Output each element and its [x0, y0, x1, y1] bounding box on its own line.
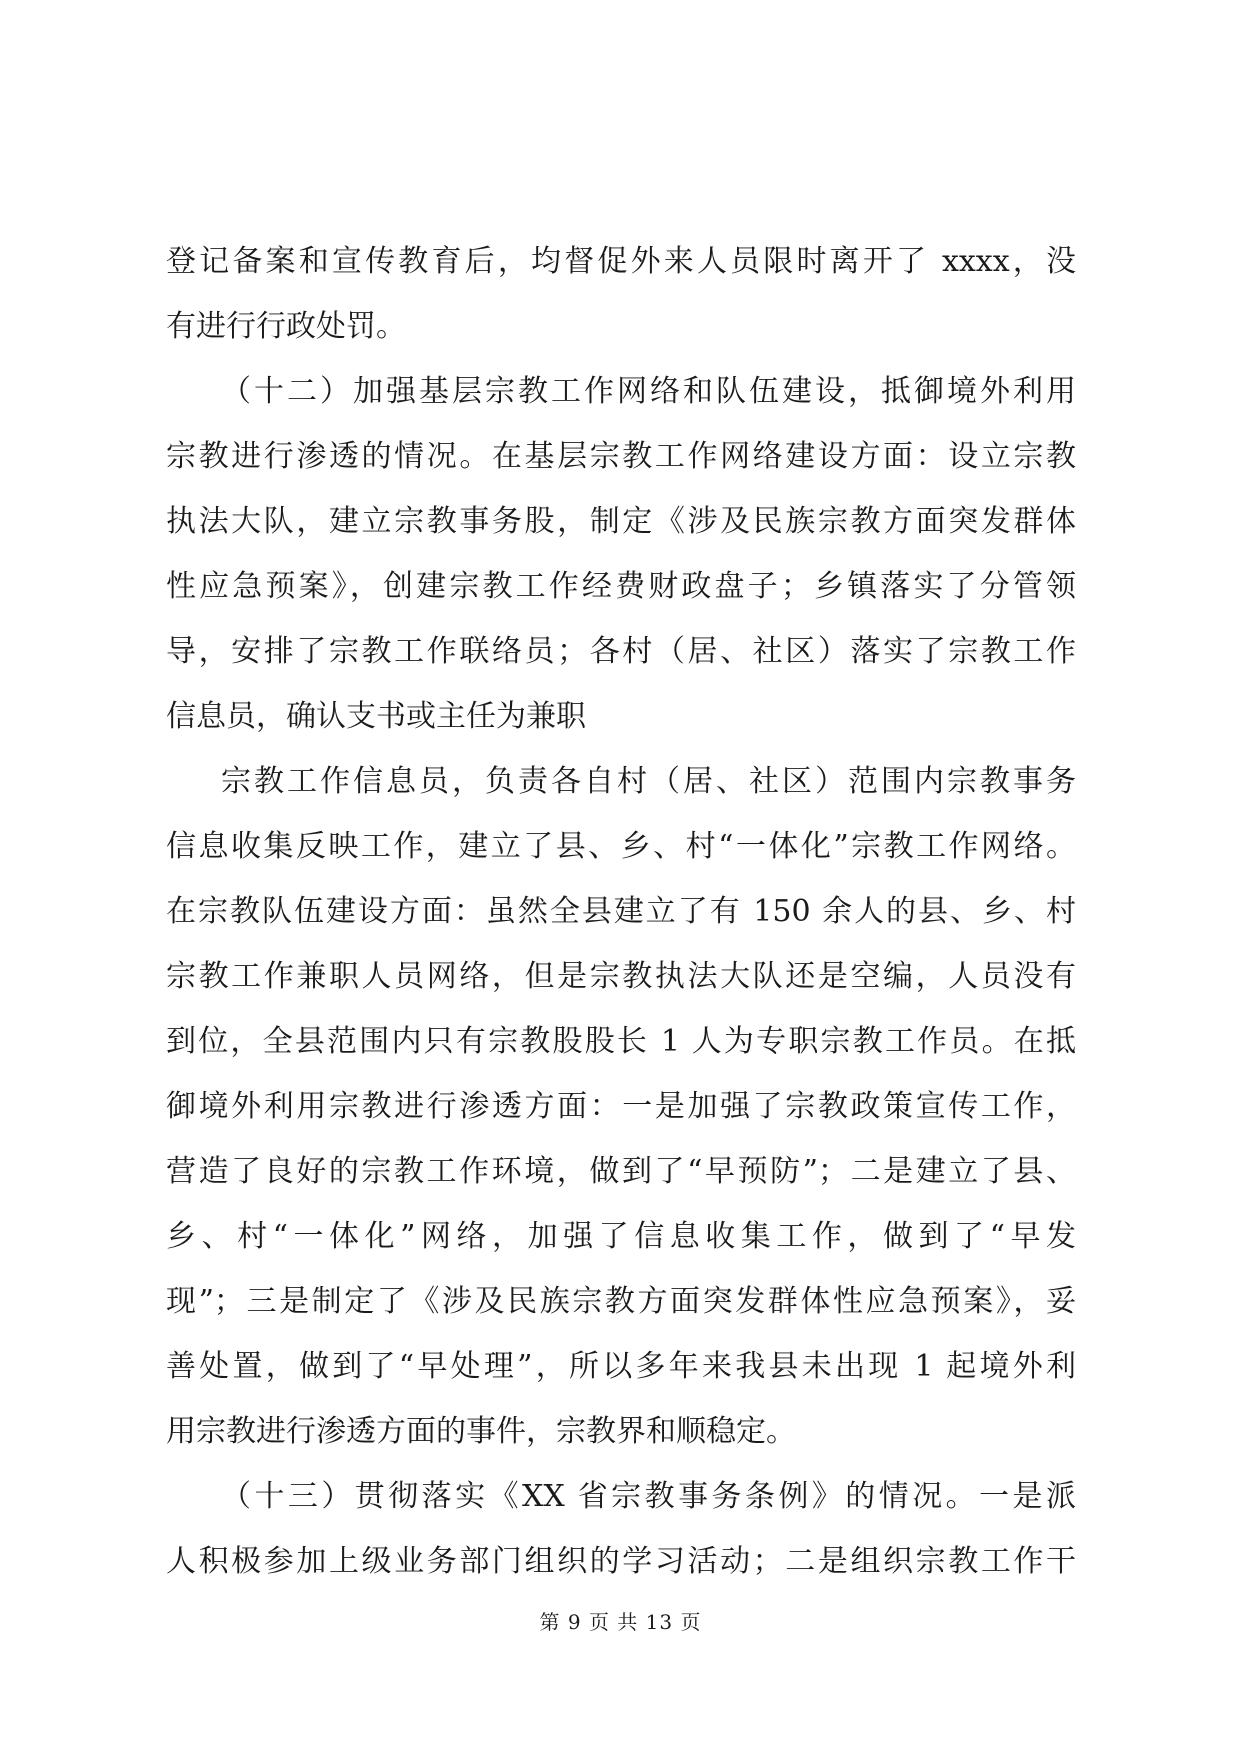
text-line: 宗教进行渗透的情况。在基层宗教工作网络建设方面：设立宗教 [166, 439, 1076, 474]
text-line: 登记备案和宣传教育后，均督促外来人员限时离开了 xxxx，没 [166, 244, 1076, 279]
body-text [166, 229, 1076, 1594]
text-line: 执法大队，建立宗教事务股，制定《涉及民族宗教方面突发群体 [166, 504, 1076, 539]
text-line: 性应急预案》，创建宗教工作经费财政盘子；乡镇落实了分管领 [166, 569, 1076, 604]
text-line: 营造了良好的宗教工作环境，做到了“早预防”；二是建立了县、 [166, 1154, 1076, 1189]
text-line: （十三）贯彻落实《XX 省宗教事务条例》的情况。一是派 [221, 1479, 1076, 1514]
page-footer: 第 9 页 共 13 页 [539, 1610, 702, 1634]
text-line: 宗教工作信息员，负责各自村（居、社区）范围内宗教事务 [221, 764, 1076, 799]
text-line: 宗教工作兼职人员网络，但是宗教执法大队还是空编，人员没有 [166, 959, 1076, 994]
text-line: 人积极参加上级业务部门组织的学习活动；二是组织宗教工作干 [166, 1544, 1076, 1579]
text-line: 乡、村“一体化”网络，加强了信息收集工作，做到了“早发 [166, 1219, 1076, 1254]
text-line: 导，安排了宗教工作联络员；各村（居、社区）落实了宗教工作 [166, 634, 1076, 669]
text-line: 到位，全县范围内只有宗教股股长 1 人为专职宗教工作员。在抵 [166, 1024, 1076, 1059]
text-line: 用宗教进行渗透方面的事件，宗教界和顺稳定。 [166, 1414, 796, 1449]
text-line: （十二）加强基层宗教工作网络和队伍建设，抵御境外利用 [221, 374, 1076, 409]
text-line: 善处置，做到了“早处理”，所以多年来我县未出现 1 起境外利 [166, 1349, 1076, 1384]
text-line: 信息员，确认支书或主任为兼职 [166, 699, 586, 734]
text-line: 御境外利用宗教进行渗透方面：一是加强了宗教政策宣传工作， [166, 1089, 1076, 1124]
text-line: 现”；三是制定了《涉及民族宗教方面突发群体性应急预案》，妥 [166, 1284, 1076, 1319]
text-line: 在宗教队伍建设方面：虽然全县建立了有 150 余人的县、乡、村 [166, 894, 1076, 929]
text-line: 信息收集反映工作，建立了县、乡、村“一体化”宗教工作网络。 [166, 829, 1076, 864]
text-line: 有进行行政处罚。 [166, 309, 406, 344]
